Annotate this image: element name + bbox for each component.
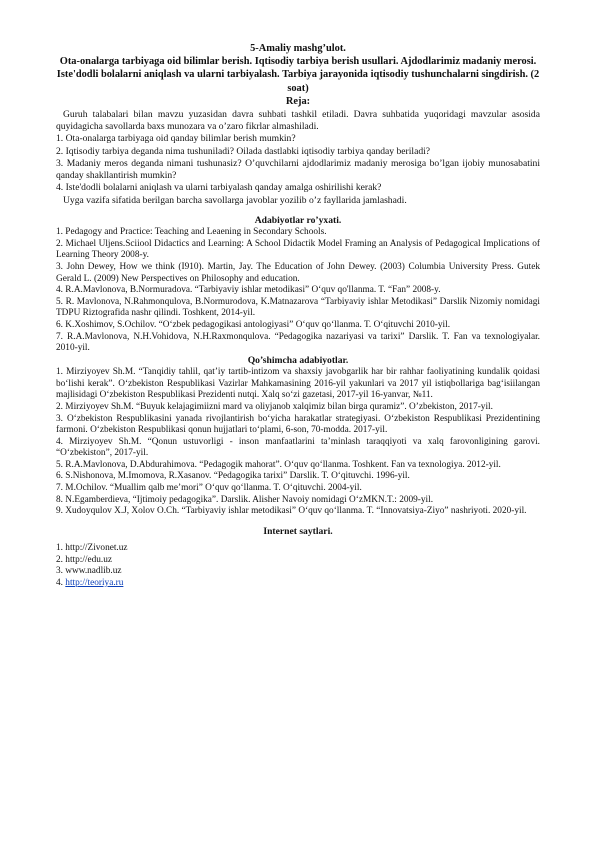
literature-item: 5. R. Mavlonova, N.Rahmonqulova, B.Normurodova, K.Matnazarova “Tarbiyaviy ishlar Metodikasi” Darslik Nizomiy nomidagi TDPU Riztografida nashr qilindi. Toshkent, 2014-yil.: [56, 296, 540, 319]
literature-item: 4. R.A.Mavlonova, B.Normuradova. “Tarbiyaviy ishlar metodikasi” O‘quv qo'llanma. T. “Fan” 2008-y.: [56, 285, 441, 296]
question-list: [56, 133, 540, 194]
additional-item: 5. R.A.Mavlonova, D.Abdurahimova. “Pedagogik mahorat”. O‘quv qo‘llanma. Toshkent. Fan va texnologiya. 2012-yil.: [56, 459, 501, 470]
additional-item: 9. Xudoyqulov X.J, Xolov O.Ch. “Tarbiyaviy ishlar metodikasi” O‘quv qo‘llanma. T. “Innovatsiya-Ziyo” nashriyoti. 2020-yil.: [56, 506, 527, 517]
internet-list: [56, 543, 540, 589]
closing-paragraph: Uyga vazifa sifatida berilgan barcha savollarga javoblar yozilib o’z fayllarida jamlashadi.: [63, 194, 407, 206]
additional-item: 3. O‘zbekiston Respublikasini yanada rivojlantirish bo‘yicha harakatlar strategiyasi. O‘zbekiston Respublikasi Prezidentining farmoni. O‘zbekiston Respublikasi qonun hujjatlari to‘plami, 6-son, 70-modda. 2017-yil.: [56, 413, 540, 436]
question-item: 4. Iste'dodli bolalarni aniqlash va ularni tarbiyalash qanday amalga oshirilishi kerak?: [56, 182, 382, 194]
teoriya-link[interactable]: http://teoriya.ru: [65, 577, 124, 588]
internet-item-number: 1.: [56, 543, 66, 554]
lesson-subtitle: Ota-onalarga tarbiyaga oid bilimlar berish. Iqtisodiy tarbiya berish usullari. Ajdodlarimiz madaniy merosi. Iste'dodli bolalarni aniqlash va ularni tarbiyalash. Tarbiya jarayonida iqtisodiy tushunchalarni singdirish. (2 soat): [56, 56, 540, 94]
internet-item: [56, 566, 540, 578]
literature-item: 7. R.A.Mavlonova, N.H.Vohidova, N.H.Raxmonqulova. “Pedagogika nazariyasi va tarixi” Darslik. T. Fan va texnologiyalar. 2010-yil.: [56, 331, 540, 354]
internet-item-number: 3.: [56, 566, 66, 577]
intro-paragraph: Guruh talabalari bilan mavzu yuzasidan davra suhbati tashkil etiladi. Davra suhbatida yuqoridagi mavzular asosida quyidagicha savollarda baxs munozara va o’zaro fikrlar almashiladi.: [56, 108, 540, 132]
question-item: 1. Ota-onalarga tarbiyaga oid qanday bilimlar berish mumkin?: [56, 133, 296, 145]
internet-url: http://Zivonet.uz: [65, 543, 128, 554]
literature-heading: Adabiyotlar ro’yxati.: [254, 215, 342, 226]
additional-item: 4. Mirziyoyev Sh.M. “Qonun ustuvorligi - inson manfaatlarini ta’minlash taraqqiyoti va xalq farovonligining garovi. “O‘zbekiston”, 2017-yil.: [56, 436, 540, 459]
additional-heading: Qo’shimcha adabiyotlar.: [247, 354, 349, 366]
literature-item: 3. John Dewey, How we think (I910). Martin, Jay. The Education of John Dewey. (2003) Columbia University Press. Gutek Gerald L. (2009) New Perspectives on Philosophy and education.: [56, 262, 540, 284]
internet-url: http://edu.uz: [65, 554, 113, 565]
internet-item: [56, 578, 540, 590]
additional-item: 8. N.Egamberdieva, “Ijtimoiy pedagogika”. Darslik. Alisher Navoiy nomidagi O‘zMKN.T.: 2009-yil.: [56, 494, 434, 505]
additional-item: 6. S.Nishonova, M.Imomova, R.Xasanov. “Pedagogika tarixi” Darslik. T. O‘qituvchi. 1996-yil.: [56, 471, 410, 482]
lesson-title: 5-Amaliy mashg’ulot.: [250, 43, 346, 54]
internet-heading: Internet saytlari.: [263, 525, 333, 537]
additional-list: [56, 367, 540, 518]
literature-list: [56, 227, 540, 355]
internet-item-number: 4.: [56, 577, 66, 588]
internet-item-number: 2.: [56, 554, 66, 565]
internet-item: [56, 543, 540, 555]
literature-item: 6. K.Xoshimov, S.Ochilov. “O‘zbek pedagogikasi antologiyasi” O‘quv qo‘llanma. T. O‘qituvchi 2010-yil.: [56, 320, 451, 331]
literature-item: 1. Pedagogy and Practice: Teaching and Leaening in Secondary Schools.: [56, 227, 327, 238]
internet-item: [56, 555, 540, 567]
additional-item: 2. Mirziyoyev Sh.M. “Buyuk kelajagimiizni mard va oliyjanob xalqimiz bilan birga quramiz”. O’zbekiston, 2017-yil.: [56, 401, 493, 412]
question-item: 3. Madaniy meros deganda nimani tushunasiz? O’quvchilarni ajdodlarimiz madaniy merosiga bo’lgan ijobiy munosabatini qanday shakllantirish mumkin?: [56, 157, 540, 182]
internet-url: www.nadlib.uz: [65, 566, 122, 577]
plan-label: Reja:: [285, 96, 311, 108]
additional-item: 1. Mirziyoyev Sh.M. “Tanqidiy tahlil, qat’iy tartib-intizom va shaxsiy javobgarlik har bir rahhar faoliyatining kundalik qoidasi bo‘lishi kerak”. O‘zbekiston Respublikasi Vazirlar Mahkamasining 2016-yil yakunlari va 2017 yil istiqbollariga bag‘isiilangan majlisidagi O‘zbekiston Respublikasi Prezidenti nutqi. Xalq so‘zi gazetasi, 2017-yil 16-yanvar, №11.: [56, 367, 540, 401]
literature-item: 2. Michael Uljens.Sciiool Didactics and Learning: A School Didactik Model Framing an Analysis of Pedagogical Implications of Learning Theory 2008-y.: [56, 238, 540, 261]
question-item: 2. Iqtisodiy tarbiya deganda nima tushuniladi? Oilada dastlabki iqtisodiy tarbiya qanday beriladi?: [56, 145, 431, 157]
additional-item: 7. M.Ochilov. “Muallim qalb me’mori” O‘quv qo‘llanma. T. O‘qituvchi. 2004-yil.: [56, 483, 362, 494]
